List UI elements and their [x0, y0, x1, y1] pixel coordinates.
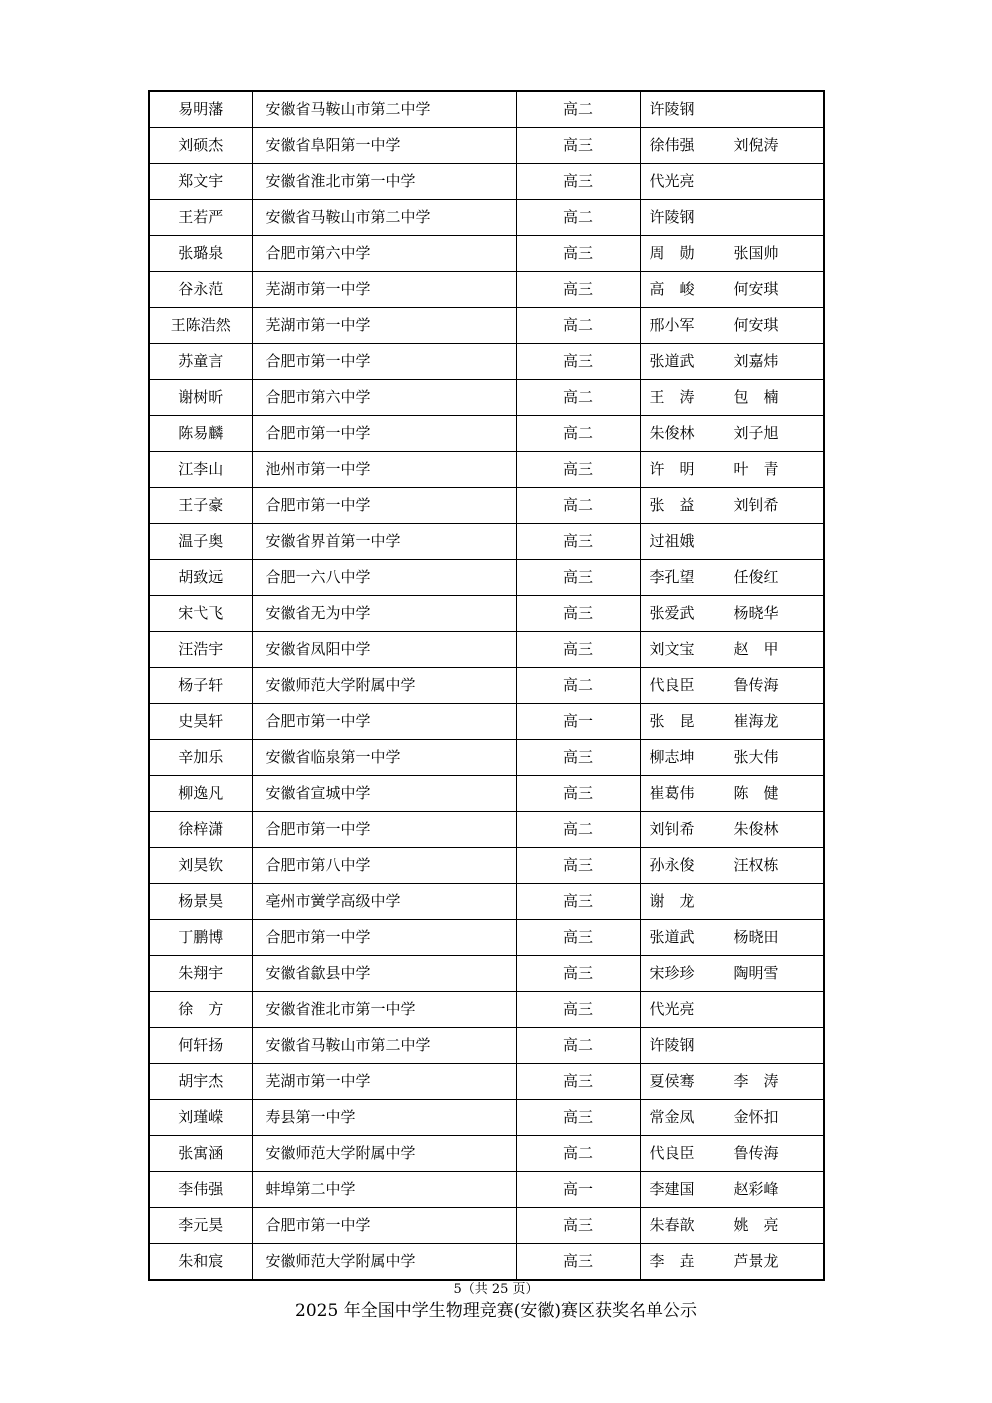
student-name-cell: 宋弋飞 [149, 596, 252, 632]
school-cell: 安徽省界首第一中学 [252, 524, 516, 560]
teacher-cell [640, 1244, 824, 1281]
table-row [149, 1208, 824, 1244]
student-name-cell: 王子豪 [149, 488, 252, 524]
student-name-cell: 温子奥 [149, 524, 252, 560]
grade-cell: 高二 [516, 380, 640, 416]
teacher-name: 邢小军 [649, 316, 695, 334]
teacher-cell [640, 1028, 824, 1064]
teacher-cell [640, 776, 824, 812]
teacher-cell [640, 416, 824, 452]
teacher-name: 孙永俊 [649, 856, 695, 874]
teacher-name: 任俊红 [733, 568, 779, 586]
table-row [149, 956, 824, 992]
school-cell: 合肥市第一中学 [252, 704, 516, 740]
grade-cell: 高三 [516, 596, 640, 632]
school-cell: 安徽省歙县中学 [252, 956, 516, 992]
grade-cell: 高三 [516, 920, 640, 956]
student-name-cell: 张璐泉 [149, 236, 252, 272]
grade-cell: 高三 [516, 740, 640, 776]
teacher-cell [640, 1100, 824, 1136]
grade-cell: 高三 [516, 1100, 640, 1136]
school-cell: 合肥市第六中学 [252, 236, 516, 272]
teacher-name: 许陵钢 [649, 100, 695, 118]
school-cell: 安徽省淮北市第一中学 [252, 164, 516, 200]
teacher-name: 王 涛 [649, 388, 695, 406]
school-cell: 安徽师范大学附属中学 [252, 1244, 516, 1281]
teacher-cell [640, 812, 824, 848]
school-cell: 安徽省宣城中学 [252, 776, 516, 812]
teacher-name: 金怀扣 [733, 1108, 779, 1126]
teacher-cell [640, 668, 824, 704]
grade-cell: 高二 [516, 91, 640, 128]
teacher-cell [640, 200, 824, 236]
grade-cell: 高三 [516, 452, 640, 488]
teacher-name: 柳志坤 [649, 748, 695, 766]
teacher-name: 许陵钢 [649, 1036, 695, 1054]
school-cell: 合肥市第一中学 [252, 344, 516, 380]
grade-cell: 高三 [516, 236, 640, 272]
teacher-name: 李孔望 [649, 568, 695, 586]
student-name-cell: 史昊轩 [149, 704, 252, 740]
grade-cell: 高二 [516, 200, 640, 236]
teacher-name: 包 楠 [733, 388, 779, 406]
teacher-cell [640, 344, 824, 380]
grade-cell: 高三 [516, 884, 640, 920]
teacher-name: 赵彩峰 [733, 1180, 779, 1198]
school-cell: 芜湖市第一中学 [252, 272, 516, 308]
school-cell: 合肥市第一中学 [252, 1208, 516, 1244]
teacher-cell [640, 848, 824, 884]
teacher-cell [640, 236, 824, 272]
grade-cell: 高二 [516, 416, 640, 452]
student-name-cell: 辛加乐 [149, 740, 252, 776]
teacher-name: 朱俊林 [733, 820, 779, 838]
teacher-cell [640, 596, 824, 632]
table-row [149, 704, 824, 740]
teacher-name: 杨晓田 [733, 928, 779, 946]
teacher-cell [640, 740, 824, 776]
school-cell: 安徽省马鞍山市第二中学 [252, 91, 516, 128]
teacher-name: 赵 甲 [733, 640, 779, 658]
grade-cell: 高二 [516, 668, 640, 704]
teacher-name: 刘倪涛 [733, 136, 779, 154]
table-row [149, 1172, 824, 1208]
student-name-cell: 徐梓潇 [149, 812, 252, 848]
table-row [149, 200, 824, 236]
page-number: 5（共 25 页） [453, 1282, 539, 1297]
table-row [149, 344, 824, 380]
student-name-cell: 丁鹏博 [149, 920, 252, 956]
table-row [149, 128, 824, 164]
school-cell: 安徽师范大学附属中学 [252, 668, 516, 704]
student-name-cell: 王若严 [149, 200, 252, 236]
teacher-name: 鲁传海 [733, 1144, 779, 1162]
table-row [149, 488, 824, 524]
teacher-cell [640, 380, 824, 416]
teacher-name: 何安琪 [733, 316, 779, 334]
grade-cell: 高三 [516, 1064, 640, 1100]
teacher-name: 夏侯骞 [649, 1072, 695, 1090]
table-row [149, 1028, 824, 1064]
table-row [149, 272, 824, 308]
teacher-name: 汪权栋 [733, 856, 779, 874]
teacher-cell [640, 308, 824, 344]
grade-cell: 高三 [516, 956, 640, 992]
teacher-cell [640, 920, 824, 956]
student-name-cell: 陈易麟 [149, 416, 252, 452]
grade-cell: 高三 [516, 632, 640, 668]
student-name-cell: 谷永范 [149, 272, 252, 308]
teacher-name: 张道武 [649, 352, 695, 370]
table-row [149, 380, 824, 416]
grade-cell: 高三 [516, 848, 640, 884]
teacher-name: 姚 亮 [733, 1216, 779, 1234]
grade-cell: 高二 [516, 488, 640, 524]
student-name-cell: 苏童言 [149, 344, 252, 380]
teacher-name: 叶 青 [733, 460, 779, 478]
student-name-cell: 何轩扬 [149, 1028, 252, 1064]
teacher-cell [640, 452, 824, 488]
student-name-cell: 胡致远 [149, 560, 252, 596]
document-title: 2025 年全国中学生物理竞赛(安徽)赛区获奖名单公示 [295, 1301, 697, 1321]
table-row [149, 812, 824, 848]
grade-cell: 高三 [516, 164, 640, 200]
teacher-name: 李建国 [649, 1180, 695, 1198]
teacher-name: 谢 龙 [649, 892, 695, 910]
school-cell: 蚌埠第二中学 [252, 1172, 516, 1208]
teacher-name: 代光亮 [649, 1000, 695, 1018]
teacher-name: 徐伟强 [649, 136, 695, 154]
teacher-name: 杨晓华 [733, 604, 779, 622]
table-row [149, 91, 824, 128]
table-row [149, 236, 824, 272]
awards-table-body [149, 91, 824, 1280]
school-cell: 安徽省凤阳中学 [252, 632, 516, 668]
table-row [149, 1064, 824, 1100]
teacher-name: 崔葛伟 [649, 784, 695, 802]
student-name-cell: 朱和宸 [149, 1244, 252, 1281]
student-name-cell: 易明藩 [149, 91, 252, 128]
grade-cell: 高一 [516, 1172, 640, 1208]
teacher-name: 许陵钢 [649, 208, 695, 226]
teacher-name: 刘文宝 [649, 640, 695, 658]
table-row [149, 452, 824, 488]
student-name-cell: 江李山 [149, 452, 252, 488]
teacher-name: 高 峻 [649, 280, 695, 298]
teacher-cell [640, 1208, 824, 1244]
table-row [149, 776, 824, 812]
school-cell: 合肥市第六中学 [252, 380, 516, 416]
teacher-cell [640, 992, 824, 1028]
student-name-cell: 徐 方 [149, 992, 252, 1028]
teacher-cell [640, 524, 824, 560]
grade-cell: 高二 [516, 1136, 640, 1172]
school-cell: 亳州市黉学高级中学 [252, 884, 516, 920]
grade-cell: 高三 [516, 560, 640, 596]
school-cell: 合肥市第一中学 [252, 416, 516, 452]
teacher-cell [640, 884, 824, 920]
grade-cell: 高三 [516, 1244, 640, 1281]
school-cell: 合肥市第八中学 [252, 848, 516, 884]
school-cell: 芜湖市第一中学 [252, 308, 516, 344]
school-cell: 安徽省淮北市第一中学 [252, 992, 516, 1028]
teacher-cell [640, 1172, 824, 1208]
awards-table [148, 90, 825, 1281]
grade-cell: 高二 [516, 1028, 640, 1064]
grade-cell: 高三 [516, 1208, 640, 1244]
teacher-cell [640, 632, 824, 668]
student-name-cell: 朱翔宇 [149, 956, 252, 992]
table-row [149, 164, 824, 200]
teacher-cell [640, 164, 824, 200]
table-row [149, 560, 824, 596]
school-cell: 合肥市第一中学 [252, 812, 516, 848]
school-cell: 安徽省临泉第一中学 [252, 740, 516, 776]
school-cell: 安徽省马鞍山市第二中学 [252, 200, 516, 236]
teacher-name: 宋珍珍 [649, 964, 695, 982]
teacher-cell [640, 1136, 824, 1172]
student-name-cell: 张寓涵 [149, 1136, 252, 1172]
teacher-name: 许 明 [649, 460, 695, 478]
teacher-name: 张 昆 [649, 712, 695, 730]
teacher-name: 常金凤 [649, 1108, 695, 1126]
student-name-cell: 郑文宇 [149, 164, 252, 200]
teacher-name: 李 垚 [649, 1252, 695, 1270]
grade-cell: 高二 [516, 308, 640, 344]
teacher-name: 李 涛 [733, 1072, 779, 1090]
teacher-name: 周 勋 [649, 244, 695, 262]
table-row [149, 668, 824, 704]
teacher-cell [640, 956, 824, 992]
student-name-cell: 胡宇杰 [149, 1064, 252, 1100]
teacher-name: 代良臣 [649, 676, 695, 694]
table-row [149, 1100, 824, 1136]
school-cell: 合肥市第一中学 [252, 488, 516, 524]
student-name-cell: 王陈浩然 [149, 308, 252, 344]
teacher-name: 张爱武 [649, 604, 695, 622]
teacher-name: 过祖娥 [649, 532, 695, 550]
table-row [149, 416, 824, 452]
teacher-name: 代光亮 [649, 172, 695, 190]
student-name-cell: 汪浩宇 [149, 632, 252, 668]
school-cell: 安徽省马鞍山市第二中学 [252, 1028, 516, 1064]
teacher-name: 陶明雪 [733, 964, 779, 982]
school-cell: 安徽师范大学附属中学 [252, 1136, 516, 1172]
grade-cell: 高三 [516, 272, 640, 308]
teacher-name: 刘子旭 [733, 424, 779, 442]
teacher-cell [640, 91, 824, 128]
table-row [149, 524, 824, 560]
teacher-name: 张大伟 [733, 748, 779, 766]
teacher-name: 朱俊林 [649, 424, 695, 442]
grade-cell: 高三 [516, 524, 640, 560]
student-name-cell: 柳逸凡 [149, 776, 252, 812]
student-name-cell: 刘昊钦 [149, 848, 252, 884]
table-row [149, 1136, 824, 1172]
grade-cell: 高三 [516, 776, 640, 812]
teacher-name: 陈 健 [733, 784, 779, 802]
student-name-cell: 李伟强 [149, 1172, 252, 1208]
table-row [149, 596, 824, 632]
student-name-cell: 刘瑾嵘 [149, 1100, 252, 1136]
grade-cell: 高三 [516, 128, 640, 164]
teacher-name: 崔海龙 [733, 712, 779, 730]
student-name-cell: 谢树昕 [149, 380, 252, 416]
grade-cell: 高一 [516, 704, 640, 740]
grade-cell: 高二 [516, 812, 640, 848]
teacher-name: 何安琪 [733, 280, 779, 298]
teacher-cell [640, 1064, 824, 1100]
teacher-cell [640, 560, 824, 596]
table-row [149, 632, 824, 668]
student-name-cell: 杨景昊 [149, 884, 252, 920]
school-cell: 合肥一六八中学 [252, 560, 516, 596]
school-cell: 芜湖市第一中学 [252, 1064, 516, 1100]
table-row [149, 992, 824, 1028]
student-name-cell: 李元昊 [149, 1208, 252, 1244]
table-row [149, 308, 824, 344]
school-cell: 池州市第一中学 [252, 452, 516, 488]
student-name-cell: 刘硕杰 [149, 128, 252, 164]
table-row [149, 1244, 824, 1281]
table-row [149, 920, 824, 956]
school-cell: 安徽省无为中学 [252, 596, 516, 632]
teacher-cell [640, 272, 824, 308]
grade-cell: 高三 [516, 992, 640, 1028]
student-name-cell: 杨子轩 [149, 668, 252, 704]
teacher-cell [640, 488, 824, 524]
teacher-name: 朱春歆 [649, 1216, 695, 1234]
teacher-name: 张国帅 [733, 244, 779, 262]
teacher-name: 刘钊希 [733, 496, 779, 514]
school-cell: 安徽省阜阳第一中学 [252, 128, 516, 164]
teacher-name: 芦景龙 [733, 1252, 779, 1270]
teacher-name: 刘嘉炜 [733, 352, 779, 370]
teacher-cell [640, 704, 824, 740]
table-row [149, 848, 824, 884]
teacher-name: 刘钊希 [649, 820, 695, 838]
teacher-name: 代良臣 [649, 1144, 695, 1162]
school-cell: 寿县第一中学 [252, 1100, 516, 1136]
teacher-name: 张 益 [649, 496, 695, 514]
grade-cell: 高三 [516, 344, 640, 380]
table-row [149, 740, 824, 776]
school-cell: 合肥市第一中学 [252, 920, 516, 956]
teacher-cell [640, 128, 824, 164]
teacher-name: 张道武 [649, 928, 695, 946]
table-row [149, 884, 824, 920]
teacher-name: 鲁传海 [733, 676, 779, 694]
